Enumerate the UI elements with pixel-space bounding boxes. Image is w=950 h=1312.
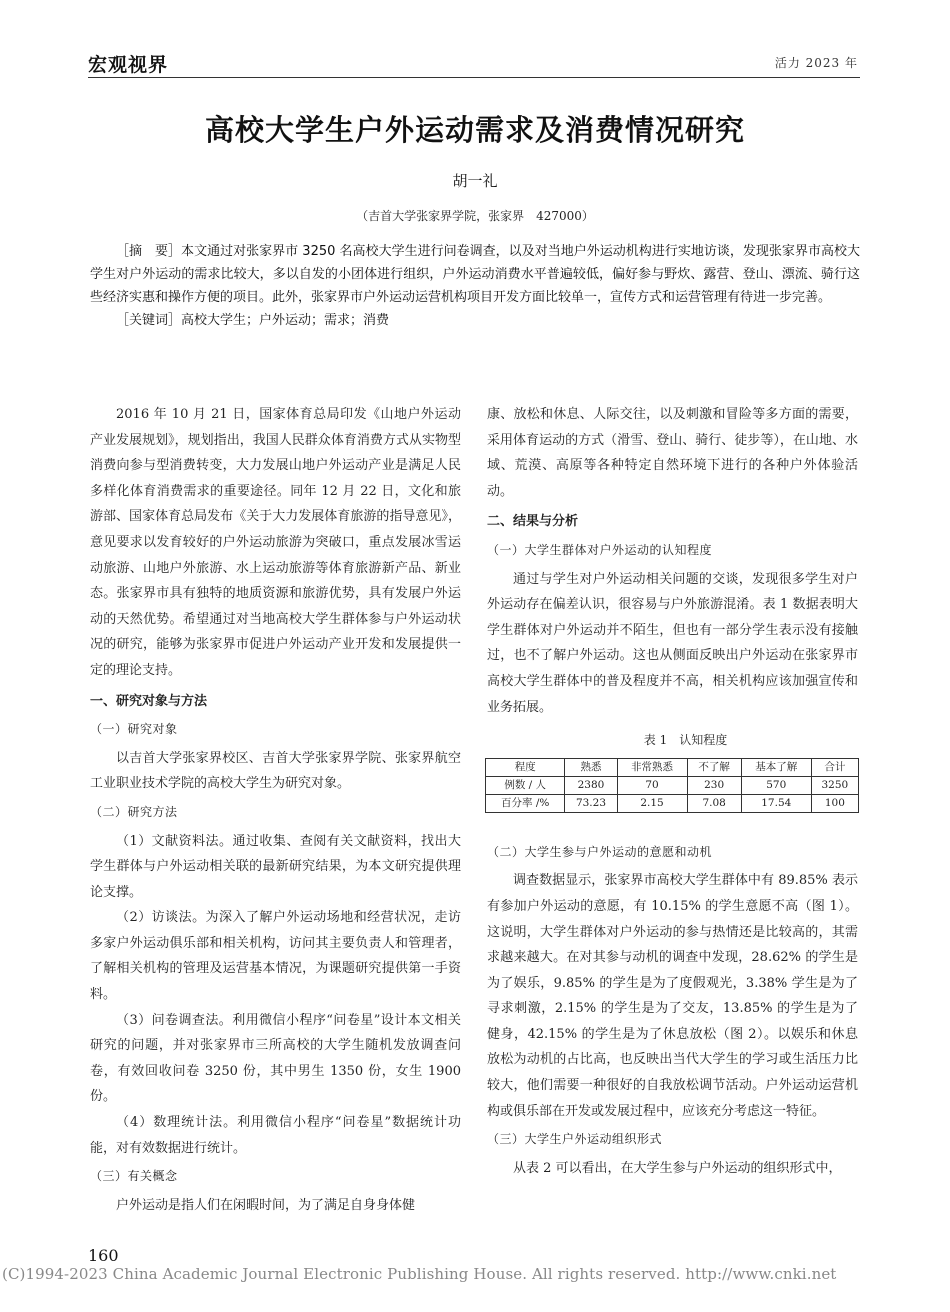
right-column <box>487 402 858 1181</box>
paragraph: （3）问卷调查法。利用微信小程序“问卷星”设计本文相关研究的问题，并对张家界市三所高校的大学生随机发放调查问卷，有效回收问卷 3250 份，其中男生 1350 份，女生 1900 份。 <box>90 1012 461 1105</box>
table-cell: 例数 / 人 <box>486 776 565 794</box>
subsection-heading: （三）大学生户外运动组织形式 <box>487 1132 663 1147</box>
table-cell: 570 <box>741 776 811 794</box>
section-heading: 二、结果与分析 <box>487 514 579 530</box>
section-heading: 一、研究对象与方法 <box>90 693 208 709</box>
table-cell: 73.23 <box>565 794 617 812</box>
table-header-row <box>486 758 859 776</box>
table-cell: 百分率 /% <box>486 794 565 812</box>
paragraph: （1）文献资料法。通过收集、查阅有关文献资料，找出大学生群体与户外运动相关联的最新研究结果，为本文研究提供理论支撑。 <box>90 833 461 900</box>
table-row <box>486 794 859 812</box>
subsection-heading: （二）研究方法 <box>90 804 178 819</box>
intro-paragraph: 2016 年 10 月 21 日，国家体育总局印发《山地户外运动产业发展规划》，规划指出，我国人民群众体育消费方式从实物型消费向参与型消费转变，大力发展山地户外运动产业是满足人民多样化体育消费需求的重要途径。同年 12 月 22 日，文化和旅游部、国家体育总局发布《关于大力发展体育旅游的指导意见》，意见要求以发育较好的户外运动旅游为突破口，重点发展冰雪运动旅游、山地户外旅游、水上运动旅游等体育旅游新产品、新业态。张家界市具有独特的地质资源和旅游优势，具有发展户外运动的天然优势。希望通过对当地高校大学生群体参与户外运动状况的研究，能够为张家界市促进户外运动产业开发和发展提供一定的理论支持。 <box>90 407 461 678</box>
journal-label: 活力 2023 年 <box>774 56 858 70</box>
paragraph: 以吉首大学张家界校区、吉首大学张家界学院、张家界航空工业职业技术学院的高校大学生为研究对象。 <box>90 750 461 792</box>
subsection-heading: （三）有关概念 <box>90 1169 178 1184</box>
table-header-cell: 基本了解 <box>741 758 811 776</box>
header-divider <box>88 77 860 78</box>
table-cell: 70 <box>617 776 687 794</box>
table-cell: 230 <box>687 776 741 794</box>
copyright-notice: (C)1994-2023 China Academic Journal Electronic Publishing House. All rights reserved. http://www.cnki.net <box>2 1265 837 1283</box>
subsection-heading: （一）大学生群体对户外运动的认知程度 <box>487 542 713 557</box>
article-title: 高校大学生户外运动需求及消费情况研究 <box>204 113 745 147</box>
table-spacer <box>487 813 858 837</box>
table-title: 表 1 认知程度 <box>643 733 728 748</box>
paragraph: 从表 2 可以看出，在大学生参与户外运动的组织形式中， <box>513 1160 842 1176</box>
paragraph: 调查数据显示，张家界市高校大学生群体中有 89.85% 表示有参加户外运动的意愿，有 10.15% 的学生意愿不高（图 1）。这说明，大学生群体对户外运动的参与热情还是比较高的，其需求越来越大。在对其参与动机的调查中发现，28.62% 的学生是为了娱乐，9.85% 的学生是为了度假观光，3.38% 学生是为了寻求刺激，2.15% 的学生是为了交友，13.85% 的学生是为了健身，42.15% 的学生是为了休息放松（图 2）。以娱乐和休息放松为动机的占比高，也反映出当代大学生的学习或生活压力比较大，他们需要一种很好的自我放松调节活动。户外运动运营机构或俱乐部在开发或发展过程中，应该充分考虑这一特征。 <box>487 873 858 1119</box>
paragraph: 户外运动是指人们在闲暇时间，为了满足自身身体健 <box>116 1197 416 1213</box>
subsection-heading: （一）研究对象 <box>90 722 178 737</box>
author-name: 胡一礼 <box>452 172 498 190</box>
abstract-block <box>90 240 860 332</box>
table-header-cell: 不了解 <box>687 758 741 776</box>
table-cell: 7.08 <box>687 794 741 812</box>
paragraph: 康、放松和休息、人际交往，以及刺激和冒险等多方面的需要，采用体育运动的方式（滑雪、登山、骑行、徒步等），在山地、水域、荒漠、高原等各种特定自然环境下进行的各种户外体验活动。 <box>487 407 858 499</box>
table-header-cell: 合计 <box>811 758 858 776</box>
keywords: ［关键词］高校大学生；户外运动；需求；消费 <box>116 313 390 328</box>
abstract-text: ［摘 要］本文通过对张家界市 3250 名高校大学生进行问卷调查，以及对当地户外运动机构进行实地访谈，发现张家界市高校大学生对户外运动的需求比较大，多以自发的小团体进行组织，户外运动消费水平普遍较低，偏好参与野炊、露营、登山、漂流、骑行这些经济实惠和操作方便的项目。此外，张家界市户外运动运营机构项目开发方面比较单一，宣传方式和运营管理有待进一步完善。 <box>90 244 860 305</box>
table-cell: 3250 <box>811 776 858 794</box>
table-header-cell: 程度 <box>486 758 565 776</box>
table-header-cell: 熟悉 <box>565 758 617 776</box>
page-number: 160 <box>88 1246 119 1265</box>
subsection-heading: （二）大学生参与户外运动的意愿和动机 <box>487 844 713 859</box>
left-column <box>90 402 461 1218</box>
table-cell: 100 <box>811 794 858 812</box>
section-label: 宏观视界 <box>88 54 169 76</box>
table-row <box>486 776 859 794</box>
paragraph: （2）访谈法。为深入了解户外运动场地和经营状况，走访多家户外运动俱乐部和相关机构，访问其主要负责人和管理者，了解相关机构的管理及运营基本情况，为课题研究提供第一手资料。 <box>90 910 461 1003</box>
table-header-cell: 非常熟悉 <box>617 758 687 776</box>
table-cell: 2380 <box>565 776 617 794</box>
cognition-table <box>485 758 859 813</box>
paragraph: （4）数理统计法。利用微信小程序“问卷星”数据统计功能，对有效数据进行统计。 <box>90 1115 461 1156</box>
paragraph: 通过与学生对户外运动相关问题的交谈，发现很多学生对户外运动存在偏差认识，很容易与户外旅游混淆。表 1 数据表明大学生群体对户外运动并不陌生，但也有一部分学生表示没有接触过，也不了解户外运动。这也从侧面反映出户外运动在张家界市高校大学生群体中的普及程度并不高，相关机构应该加强宣传和业务拓展。 <box>487 571 858 715</box>
table-cell: 2.15 <box>617 794 687 812</box>
table-cell: 17.54 <box>741 794 811 812</box>
author-affiliation: （吉首大学张家界学院，张家界 427000） <box>356 209 594 223</box>
